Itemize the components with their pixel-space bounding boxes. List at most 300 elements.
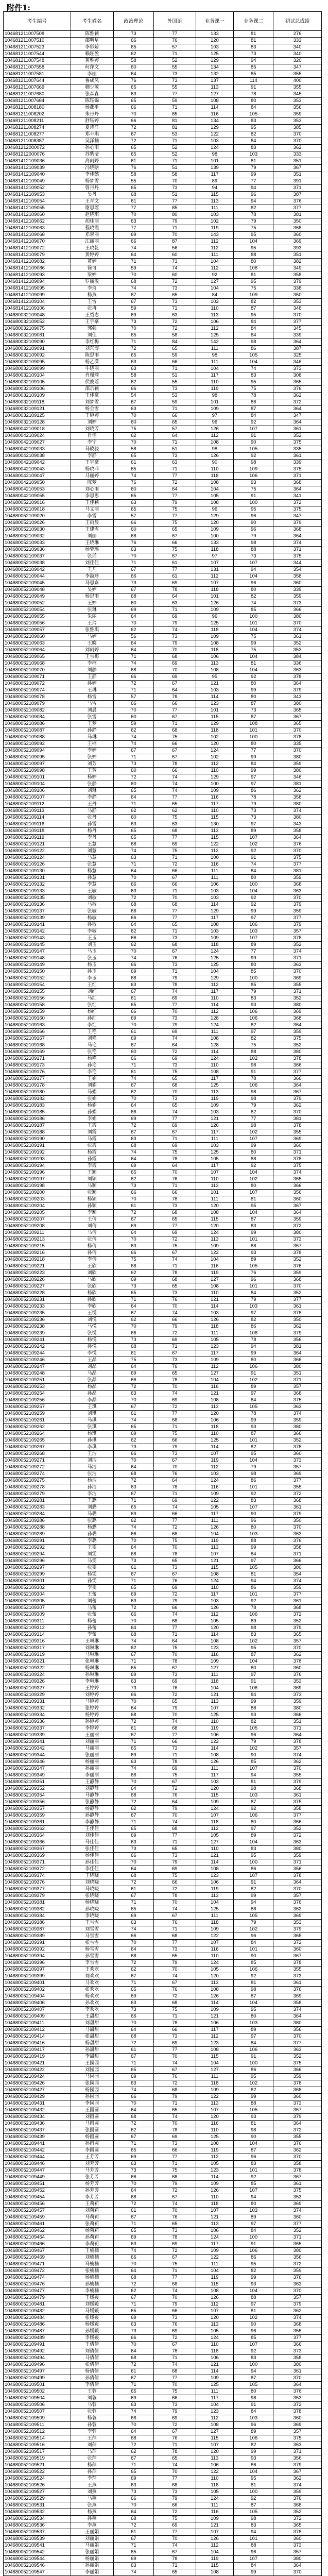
cell-total-score: 336	[273, 660, 322, 667]
cell-subject-one: 108	[196, 2422, 234, 2429]
cell-candidate-id: 104680052109332	[4, 1705, 71, 1712]
cell-foreign-language: 74	[154, 1391, 196, 1397]
cell-candidate-id: 104680052109384	[4, 1913, 71, 1920]
cell-subject-two: 97	[234, 781, 273, 788]
cell-candidate-name: 刘莉莉	[71, 2208, 113, 2214]
cell-subject-one: 119	[196, 2275, 234, 2281]
cell-politics: 72	[113, 1719, 153, 1725]
cell-foreign-language: 70	[154, 1303, 196, 1310]
cell-politics: 71	[113, 754, 153, 761]
cell-total-score: 374	[273, 1578, 322, 1585]
cell-foreign-language: 67	[154, 2342, 196, 2348]
cell-foreign-language: 67	[154, 1571, 196, 1578]
cell-politics: 68	[113, 1471, 153, 1478]
cell-candidate-name: 杨娟	[71, 1103, 113, 1109]
table-row	[4, 2355, 322, 2362]
cell-subject-one: 127	[196, 1370, 234, 1377]
cell-subject-two: 83	[234, 1632, 273, 1638]
cell-candidate-name: 王青文	[71, 198, 113, 205]
cell-candidate-id: 104680052109033	[4, 540, 71, 547]
cell-subject-two: 87	[234, 406, 273, 413]
cell-total-score: 352	[273, 1257, 322, 1263]
cell-subject-one: 129	[196, 58, 234, 64]
cell-subject-two: 90	[234, 520, 273, 527]
cell-candidate-id: 104680052109547	[4, 2569, 71, 2576]
cell-subject-two: 88	[234, 1049, 273, 1056]
cell-subject-one: 126	[196, 1123, 234, 1129]
cell-subject-two: 84	[234, 2040, 273, 2047]
cell-total-score: 363	[273, 667, 322, 674]
cell-foreign-language: 80	[154, 212, 196, 218]
cell-subject-one: 119	[196, 1458, 234, 1464]
cell-candidate-id: 104680052109101	[4, 774, 71, 781]
cell-politics: 61	[113, 1203, 153, 1210]
cell-total-score: 375	[273, 855, 322, 861]
cell-candidate-name: 马静静	[71, 1792, 113, 1799]
cell-politics: 69	[113, 1672, 153, 1679]
cell-politics: 73	[113, 761, 153, 768]
cell-total-score: 357	[273, 1384, 322, 1391]
cell-candidate-name: 杨倩倩	[71, 2368, 113, 2375]
cell-total-score: 352	[273, 942, 322, 948]
cell-politics: 64	[113, 71, 153, 78]
cell-candidate-id: 104680052109377	[4, 1886, 71, 1893]
cell-foreign-language: 71	[154, 1632, 196, 1638]
cell-politics: 75	[113, 1257, 153, 1263]
cell-candidate-name: 张冉	[71, 306, 113, 312]
cell-foreign-language: 69	[154, 2134, 196, 2141]
table-row	[4, 480, 322, 486]
cell-candidate-id: 104680052109411	[4, 2020, 71, 2027]
table-row	[4, 359, 322, 366]
cell-candidate-id: 104680032109092	[4, 352, 71, 359]
cell-candidate-id: 104680052109459	[4, 2214, 71, 2221]
cell-subject-two: 99	[234, 172, 273, 178]
table-row	[4, 453, 322, 460]
table-row	[4, 1002, 322, 1009]
table-row	[4, 1625, 322, 1632]
header-subject-two: 业务课二	[234, 12, 273, 31]
cell-candidate-name: 孙蕾	[71, 1625, 113, 1632]
table-row	[4, 1987, 322, 1993]
cell-foreign-language: 77	[154, 1940, 196, 1946]
cell-candidate-id: 104680052109188	[4, 1129, 71, 1136]
cell-candidate-id: 104680032109128	[4, 419, 71, 426]
cell-total-score: 359	[273, 908, 322, 915]
cell-total-score: 377	[273, 205, 322, 212]
cell-foreign-language: 75	[154, 1431, 196, 1437]
cell-subject-two: 82	[234, 131, 273, 138]
cell-candidate-id: 104680052109032	[4, 533, 71, 540]
cell-politics: 65	[113, 1826, 153, 1833]
cell-candidate-name: 张丽娟	[71, 2549, 113, 2556]
cell-politics: 74	[113, 2409, 153, 2415]
cell-politics: 63	[113, 888, 153, 895]
cell-total-score: 370	[273, 2033, 322, 2040]
cell-subject-one: 110	[196, 995, 234, 1002]
cell-politics: 66	[113, 1933, 153, 1940]
cell-total-score: 362	[273, 1652, 322, 1658]
cell-candidate-name: 王红	[71, 982, 113, 989]
cell-candidate-name: 冯晓晗	[71, 165, 113, 172]
table-row	[4, 1076, 322, 1082]
cell-total-score: 357	[273, 2429, 322, 2435]
cell-foreign-language: 77	[154, 2154, 196, 2161]
cell-total-score: 371	[273, 185, 322, 192]
table-row	[4, 1705, 322, 1712]
cell-candidate-id: 104680052109354	[4, 1792, 71, 1799]
cell-candidate-id: 104681412109079	[4, 252, 71, 259]
cell-candidate-id: 104680052109272	[4, 1464, 71, 1471]
cell-foreign-language: 66	[154, 2395, 196, 2402]
cell-candidate-name: 罗丽敏	[71, 279, 113, 285]
table-row	[4, 1223, 322, 1230]
cell-foreign-language: 72	[154, 1524, 196, 1531]
cell-politics: 65	[113, 835, 153, 841]
cell-subject-two: 102	[234, 1176, 273, 1183]
cell-candidate-name: 黄婷婷	[71, 252, 113, 259]
cell-subject-two: 107	[234, 1136, 273, 1143]
cell-candidate-name: 马丽婷	[71, 473, 113, 480]
table-row	[4, 1712, 322, 1719]
cell-subject-one: 126	[196, 600, 234, 607]
table-row	[4, 1149, 322, 1156]
cell-candidate-id: 104680052109226	[4, 1277, 71, 1283]
cell-foreign-language: 73	[154, 386, 196, 393]
cell-total-score: 355	[273, 84, 322, 91]
cell-candidate-id: 104680052109456	[4, 2201, 71, 2208]
cell-total-score: 353	[273, 2395, 322, 2402]
cell-politics: 63	[113, 1598, 153, 1605]
table-row	[4, 2295, 322, 2301]
cell-candidate-name: 王颖	[71, 1170, 113, 1176]
cell-subject-one: 113	[196, 2321, 234, 2328]
cell-subject-one: 107	[196, 1705, 234, 1712]
cell-subject-one: 110	[196, 306, 234, 312]
cell-total-score: 359	[273, 1699, 322, 1705]
cell-foreign-language: 67	[154, 681, 196, 687]
cell-politics: 75	[113, 426, 153, 433]
cell-subject-two: 94	[234, 2368, 273, 2375]
cell-total-score: 357	[273, 1243, 322, 1250]
cell-subject-two: 87	[234, 1431, 273, 1437]
cell-total-score: 366	[273, 2067, 322, 2074]
cell-total-score: 355	[273, 1772, 322, 1779]
cell-candidate-id: 104680052109512	[4, 2429, 71, 2435]
cell-foreign-language: 66	[154, 540, 196, 547]
cell-subject-two: 84	[234, 1290, 273, 1297]
table-row	[4, 1980, 322, 1987]
cell-subject-one: 112	[196, 761, 234, 768]
cell-total-score: 379	[273, 2301, 322, 2308]
cell-total-score: 371	[273, 1149, 322, 1156]
cell-subject-two: 103	[234, 1792, 273, 1799]
table-row	[4, 1699, 322, 1705]
cell-subject-one: 121	[196, 2362, 234, 2368]
cell-total-score: 380	[273, 1049, 322, 1056]
cell-total-score: 377	[273, 2040, 322, 2047]
cell-total-score: 371	[273, 2234, 322, 2241]
cell-subject-two: 79	[234, 1464, 273, 1471]
cell-candidate-id: 104680052109143	[4, 935, 71, 942]
cell-candidate-name: 刘琪	[71, 1411, 113, 1417]
cell-subject-one: 112	[196, 2154, 234, 2161]
cell-candidate-name: 王楠楠	[71, 2248, 113, 2255]
cell-candidate-id: 104680052109342	[4, 1745, 71, 1752]
cell-foreign-language: 70	[154, 1712, 196, 1719]
table-row	[4, 473, 322, 480]
cell-subject-two: 108	[234, 1330, 273, 1337]
cell-politics: 65	[113, 1504, 153, 1511]
cell-politics: 71	[113, 2060, 153, 2067]
cell-foreign-language: 65	[154, 1953, 196, 1960]
cell-total-score: 372	[273, 1612, 322, 1618]
cell-subject-two: 95	[234, 2476, 273, 2482]
cell-subject-two: 101	[234, 1946, 273, 1953]
table-row	[4, 2509, 322, 2516]
cell-subject-one: 96	[196, 419, 234, 426]
cell-subject-one: 108	[196, 2141, 234, 2147]
cell-politics: 66	[113, 573, 153, 580]
cell-candidate-id: 104681412109106	[4, 306, 71, 312]
header-candidate-name: 考生姓名	[71, 12, 113, 31]
cell-candidate-name: 王艳	[71, 1029, 113, 1036]
cell-candidate-name: 杨婷	[71, 774, 113, 781]
cell-foreign-language: 69	[154, 995, 196, 1002]
cell-politics: 69	[113, 1015, 153, 1022]
cell-candidate-id: 104680052109397	[4, 1967, 71, 1973]
cell-politics: 70	[113, 1324, 153, 1330]
table-row	[4, 2000, 322, 2007]
cell-foreign-language: 67	[154, 1250, 196, 1257]
header-candidate-id: 考生编号	[4, 12, 71, 31]
cell-total-score: 363	[273, 1839, 322, 1846]
cell-politics: 65	[113, 2469, 153, 2476]
cell-subject-one: 115	[196, 1792, 234, 1799]
cell-candidate-name: 刘婷婷	[71, 1692, 113, 1699]
table-row	[4, 1812, 322, 1819]
cell-candidate-id: 104680052109389	[4, 1933, 71, 1940]
table-row	[4, 2455, 322, 2462]
cell-candidate-name: 李萍	[71, 2476, 113, 2482]
cell-foreign-language: 71	[154, 2268, 196, 2275]
cell-candidate-name: 杨丽丽	[71, 1759, 113, 1766]
cell-subject-two: 87	[234, 1216, 273, 1223]
cell-candidate-id: 104681412109036	[4, 158, 71, 165]
cell-candidate-id: 104680052109042	[4, 567, 71, 573]
cell-subject-two: 89	[234, 1384, 273, 1391]
cell-candidate-id: 104680052109352	[4, 1786, 71, 1792]
table-row	[4, 667, 322, 674]
cell-candidate-name: 李佳佳	[71, 1866, 113, 1873]
cell-subject-two: 105	[234, 1565, 273, 1571]
cell-total-score: 370	[273, 2375, 322, 2382]
table-row	[4, 748, 322, 754]
cell-total-score: 376	[273, 1987, 322, 1993]
cell-subject-one: 115	[196, 714, 234, 721]
cell-subject-one: 119	[196, 1096, 234, 1103]
cell-candidate-name: 张雯	[71, 1565, 113, 1571]
cell-politics: 70	[113, 620, 153, 627]
cell-politics: 73	[113, 2328, 153, 2335]
cell-total-score: 376	[273, 1672, 322, 1679]
cell-subject-one: 120	[196, 38, 234, 44]
cell-subject-two: 104	[234, 239, 273, 245]
cell-subject-two: 81	[234, 1571, 273, 1578]
cell-foreign-language: 74	[154, 1109, 196, 1116]
cell-foreign-language: 72	[154, 1786, 196, 1792]
cell-candidate-id: 104680052109119	[4, 835, 71, 841]
cell-subject-two: 100	[234, 2060, 273, 2067]
cell-subject-two: 101	[234, 1484, 273, 1491]
cell-politics: 70	[113, 439, 153, 446]
cell-total-score: 378	[273, 1658, 322, 1665]
cell-total-score: 369	[273, 239, 322, 245]
cell-total-score: 376	[273, 2275, 322, 2281]
cell-candidate-name: 刘欣	[71, 1270, 113, 1277]
cell-politics: 74	[113, 473, 153, 480]
table-row	[4, 2469, 322, 2476]
cell-total-score: 371	[273, 955, 322, 962]
cell-subject-two: 82	[234, 594, 273, 600]
cell-foreign-language: 75	[154, 2167, 196, 2174]
table-row	[4, 2013, 322, 2020]
cell-subject-one: 120	[196, 1786, 234, 1792]
cell-candidate-name: 张玉	[71, 955, 113, 962]
table-row	[4, 292, 322, 299]
cell-subject-two: 91	[234, 1370, 273, 1377]
cell-subject-one: 110	[196, 379, 234, 386]
cell-politics: 57	[113, 694, 153, 701]
cell-subject-one: 124	[196, 145, 234, 151]
cell-politics: 71	[113, 2543, 153, 2549]
cell-politics: 66	[113, 1190, 153, 1196]
table-row	[4, 2489, 322, 2496]
cell-subject-one: 110	[196, 2127, 234, 2134]
cell-candidate-id: 104680052109063	[4, 640, 71, 647]
cell-politics: 68	[113, 2114, 153, 2121]
cell-subject-one: 106	[196, 1417, 234, 1424]
cell-subject-one: 115	[196, 815, 234, 821]
cell-candidate-id: 104680052109502	[4, 2388, 71, 2395]
cell-subject-one: 108	[196, 98, 234, 105]
cell-candidate-name: 马雯	[71, 1558, 113, 1565]
cell-subject-one: 114	[196, 902, 234, 908]
cell-total-score: 364	[273, 486, 322, 493]
cell-subject-two: 86	[234, 2067, 273, 2074]
cell-total-score: 376	[273, 1900, 322, 1906]
cell-subject-one: 104	[196, 2549, 234, 2556]
cell-candidate-name: 李丽娟	[71, 2569, 113, 2576]
cell-candidate-id: 104680052109391	[4, 1940, 71, 1946]
cell-total-score: 347	[273, 513, 322, 520]
cell-foreign-language: 72	[154, 319, 196, 326]
cell-total-score: 380	[273, 2248, 322, 2255]
cell-foreign-language: 64	[154, 687, 196, 694]
cell-subject-one: 105	[196, 493, 234, 500]
cell-subject-one: 107	[196, 580, 234, 587]
cell-subject-two: 84	[234, 868, 273, 875]
cell-politics: 71	[113, 2301, 153, 2308]
cell-foreign-language: 68	[154, 2281, 196, 2288]
cell-foreign-language: 71	[154, 1183, 196, 1190]
cell-candidate-name: 马悦	[71, 1324, 113, 1330]
cell-foreign-language: 66	[154, 741, 196, 748]
cell-subject-one: 90	[196, 460, 234, 466]
cell-subject-two: 92	[234, 419, 273, 426]
cell-subject-two: 80	[234, 1183, 273, 1190]
cell-candidate-id: 104680052109167	[4, 1036, 71, 1042]
table-row	[4, 2007, 322, 2013]
cell-subject-two: 105	[234, 1913, 273, 1920]
cell-subject-two: 86	[234, 788, 273, 794]
cell-subject-one: 121	[196, 2214, 234, 2221]
cell-total-score: 385	[273, 125, 322, 131]
cell-subject-two: 88	[234, 252, 273, 259]
cell-candidate-name: 孙霞	[71, 1156, 113, 1163]
cell-subject-one: 120	[196, 2114, 234, 2121]
cell-candidate-id: 104680052109176	[4, 1069, 71, 1076]
cell-politics: 73	[113, 2489, 153, 2496]
cell-subject-two: 92	[234, 848, 273, 855]
cell-politics: 69	[113, 1431, 153, 1437]
cell-total-score: 381	[273, 868, 322, 875]
cell-candidate-id: 104680052109501	[4, 2382, 71, 2388]
cell-total-score: 380	[273, 754, 322, 761]
cell-candidate-id: 104680052109499	[4, 2375, 71, 2382]
table-row	[4, 1900, 322, 1906]
cell-subject-one: 119	[196, 2556, 234, 2563]
cell-politics: 66	[113, 1692, 153, 1699]
cell-politics: 67	[113, 1812, 153, 1819]
cell-total-score: 361	[273, 426, 322, 433]
cell-politics: 73	[113, 1846, 153, 1853]
cell-candidate-id: 104680052109537	[4, 2529, 71, 2536]
cell-total-score: 378	[273, 674, 322, 681]
cell-politics: 70	[113, 2342, 153, 2348]
table-row	[4, 1685, 322, 1692]
cell-subject-one: 111	[196, 252, 234, 259]
cell-total-score: 359	[273, 1585, 322, 1591]
cell-total-score: 375	[273, 2060, 322, 2067]
cell-subject-two: 107	[234, 1504, 273, 1511]
cell-politics: 74	[113, 848, 153, 855]
cell-subject-one: 120	[196, 1223, 234, 1230]
cell-politics: 60	[113, 768, 153, 774]
cell-total-score: 355	[273, 1484, 322, 1491]
cell-candidate-id: 104680052109132	[4, 882, 71, 888]
cell-candidate-name: 李婷	[71, 748, 113, 754]
cell-total-score: 366	[273, 607, 322, 614]
cell-subject-two: 84	[234, 761, 273, 768]
cell-politics: 65	[113, 1290, 153, 1297]
cell-politics: 65	[113, 332, 153, 339]
cell-politics: 64	[113, 1625, 153, 1632]
cell-candidate-name: 刘芳芳	[71, 2161, 113, 2167]
cell-candidate-name: 陈梦	[71, 480, 113, 486]
table-row	[4, 2375, 322, 2382]
cell-foreign-language: 73	[154, 2402, 196, 2409]
cell-candidate-id: 104681211008277	[4, 131, 71, 138]
cell-candidate-id: 104681412109099	[4, 292, 71, 299]
cell-candidate-id: 104681412109094	[4, 279, 71, 285]
cell-foreign-language: 67	[154, 1779, 196, 1786]
cell-total-score: 366	[273, 2342, 322, 2348]
cell-total-score: 368	[273, 1605, 322, 1612]
cell-subject-two: 90	[234, 2321, 273, 2328]
cell-candidate-id: 104680052109244	[4, 1350, 71, 1357]
cell-total-score: 380	[273, 1230, 322, 1236]
